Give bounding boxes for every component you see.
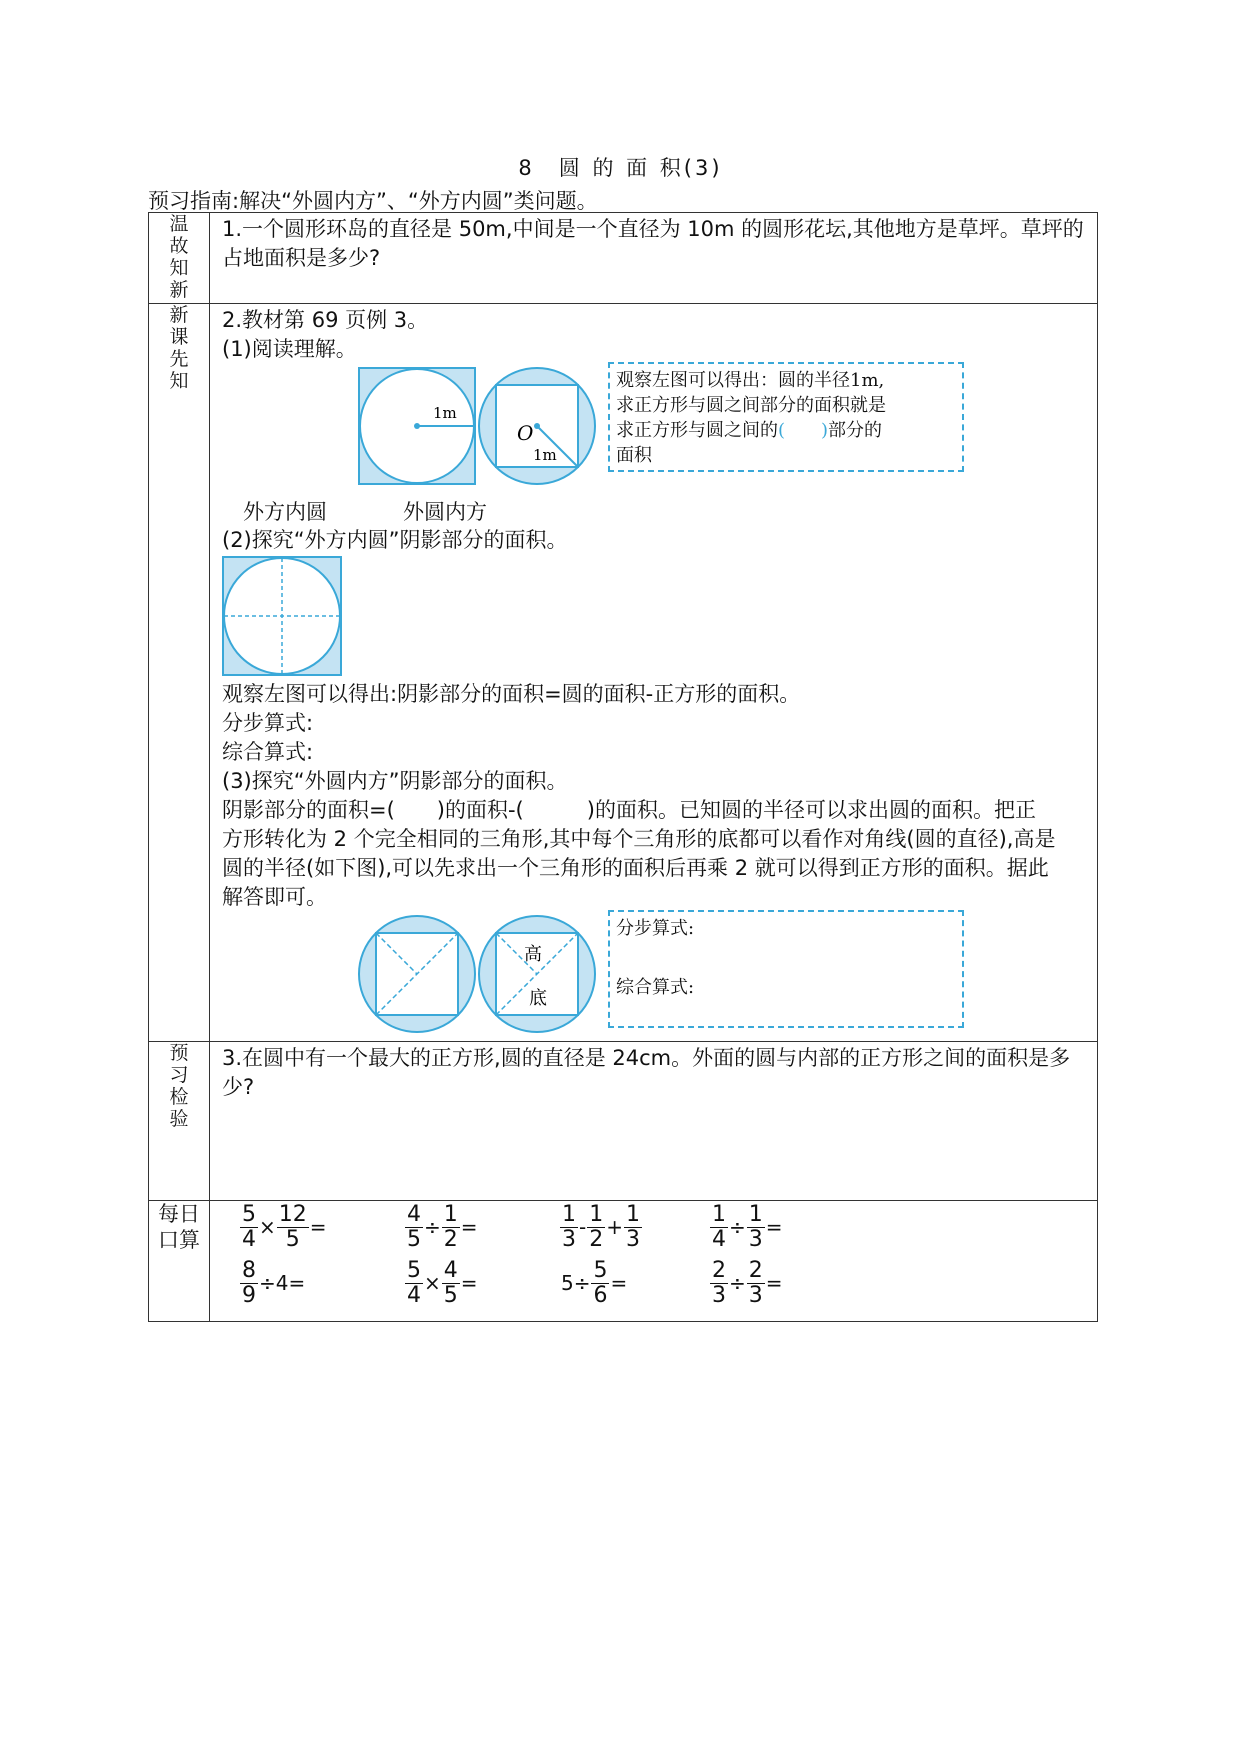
center-label: O xyxy=(517,421,534,445)
operator: × xyxy=(259,1215,276,1239)
observation-text: 观察左图可以得出:阴影部分的面积=圆的面积-正方形的面积。 xyxy=(222,682,801,706)
calc-item xyxy=(560,1203,642,1252)
operator: = xyxy=(460,1271,478,1295)
note-box-formulas: 分步算式: 综合算式: xyxy=(608,910,964,1028)
fraction: $\frac{1}{3}$ xyxy=(625,1202,640,1252)
note-box-reading: 观察左图可以得出：圆的半径1m, 求正方形与圆之间部分的面积就是 求正方形与圆之间的( )部分的 面积 xyxy=(608,362,964,472)
operator: ÷ xyxy=(729,1215,746,1239)
operator: ÷4= xyxy=(259,1271,306,1295)
operator: = xyxy=(309,1215,327,1239)
operator: × xyxy=(424,1271,441,1295)
fraction: $\frac{4}{5}$ xyxy=(407,1202,421,1252)
p3-line-3: 圆的半径(如下图),可以先求出一个三角形的面积后再乘 2 就可以得到正方形的面积。据此 xyxy=(222,856,1049,880)
radius-label: 1m xyxy=(533,446,557,464)
calc-item xyxy=(240,1203,328,1252)
fraction: $\frac{1}{3}$ xyxy=(748,1202,763,1252)
operator: = xyxy=(460,1215,478,1239)
circle-outer-square-figure xyxy=(477,366,601,490)
blank-parentheses: ( ) xyxy=(778,420,829,441)
operator: = xyxy=(765,1271,783,1295)
p3-line-1: 阴影部分的面积=( )的面积-( )的面积。已知圆的半径可以求出圆的面积。把正 xyxy=(222,798,1036,822)
fraction: $\frac{1}{2}$ xyxy=(443,1202,458,1252)
review-question: 1.一个圆形环岛的直径是 50m,中间是一个直径为 10m 的圆形花坛,其他地方是草坪。草坪的占地面积是多少? xyxy=(210,213,1098,304)
worksheet-table xyxy=(148,212,1098,1322)
combined-formula-label: 综合算式: xyxy=(222,740,314,764)
p3-text: (3)探究“外圆内方”阴影部分的面积。 xyxy=(222,769,568,793)
section-label-review: 温故知新 xyxy=(149,213,210,304)
caption-square-outside: 外方内圆 xyxy=(243,500,327,524)
center-dot xyxy=(414,423,420,429)
fraction: $\frac{1}{2}$ xyxy=(589,1202,604,1252)
p1-text: (1)阅读理解。 xyxy=(222,337,357,361)
triangle-split-figure-1 xyxy=(357,914,477,1034)
step-formula-label: 分步算式: xyxy=(222,711,314,735)
base-label: 底 xyxy=(529,988,547,1009)
fraction: $\frac{1}{4}$ xyxy=(712,1202,726,1252)
square-circle-cross-figure xyxy=(222,556,344,678)
calc-item xyxy=(710,1203,784,1252)
fraction: $\frac{5}{4}$ xyxy=(407,1258,421,1308)
daily-calculation-cell xyxy=(210,1201,1098,1322)
operator: ÷ xyxy=(729,1271,746,1295)
calc-item xyxy=(560,1259,628,1308)
operator: ÷ xyxy=(424,1215,441,1239)
radius-label: 1m xyxy=(433,404,457,422)
fraction: $\frac{8}{9}$ xyxy=(242,1258,256,1308)
section-label-new: 新课先知 xyxy=(149,304,210,1042)
fraction: $\frac{2}{3}$ xyxy=(748,1258,763,1308)
calc-item xyxy=(405,1259,479,1308)
p3-line-2: 方形转化为 2 个完全相同的三角形,其中每个三角形的底都可以看作对角线(圆的直径),高是 xyxy=(222,827,1056,851)
fraction: $\frac{4}{5}$ xyxy=(443,1258,458,1308)
q2-text: 2.教材第 69 页例 3。 xyxy=(222,308,429,332)
caption-circle-outside: 外圆内方 xyxy=(403,500,487,524)
height-label: 高 xyxy=(524,944,542,965)
calc-item xyxy=(240,1259,306,1308)
new-lesson-cell xyxy=(210,304,1098,1042)
preview-guide: 预习指南:解决“外圆内方”、“外方内圆”类问题。 xyxy=(148,189,598,213)
fraction: $\frac{2}{3}$ xyxy=(712,1258,726,1308)
operator: 5÷ xyxy=(561,1271,591,1295)
triangle-split-figure-2 xyxy=(477,914,597,1034)
section-label-check: 预习检验 xyxy=(149,1042,210,1201)
operator: - xyxy=(579,1215,587,1239)
check-question: 3.在圆中有一个最大的正方形,圆的直径是 24cm。外面的圆与内部的正方形之间的面积是多少? xyxy=(210,1042,1098,1201)
operator: + xyxy=(606,1215,623,1239)
fraction: $\frac{1}{3}$ xyxy=(562,1202,576,1252)
fraction: $\frac{12}{5}$ xyxy=(278,1202,307,1252)
center-dot xyxy=(534,423,540,429)
p2-text: (2)探究“外方内圆”阴影部分的面积。 xyxy=(222,528,568,552)
fraction: $\frac{5}{4}$ xyxy=(242,1202,256,1252)
section-label-daily: 每日口算 xyxy=(149,1201,210,1322)
fraction: $\frac{5}{6}$ xyxy=(593,1258,608,1308)
p3-line-4: 解答即可。 xyxy=(222,885,327,909)
calc-item xyxy=(710,1259,784,1308)
square-outer-circle-figure xyxy=(357,366,477,490)
operator: = xyxy=(765,1215,783,1239)
page-title: 8 圆 的 面 积(3) xyxy=(518,156,723,180)
calc-item xyxy=(405,1203,479,1252)
operator: = xyxy=(610,1271,628,1295)
